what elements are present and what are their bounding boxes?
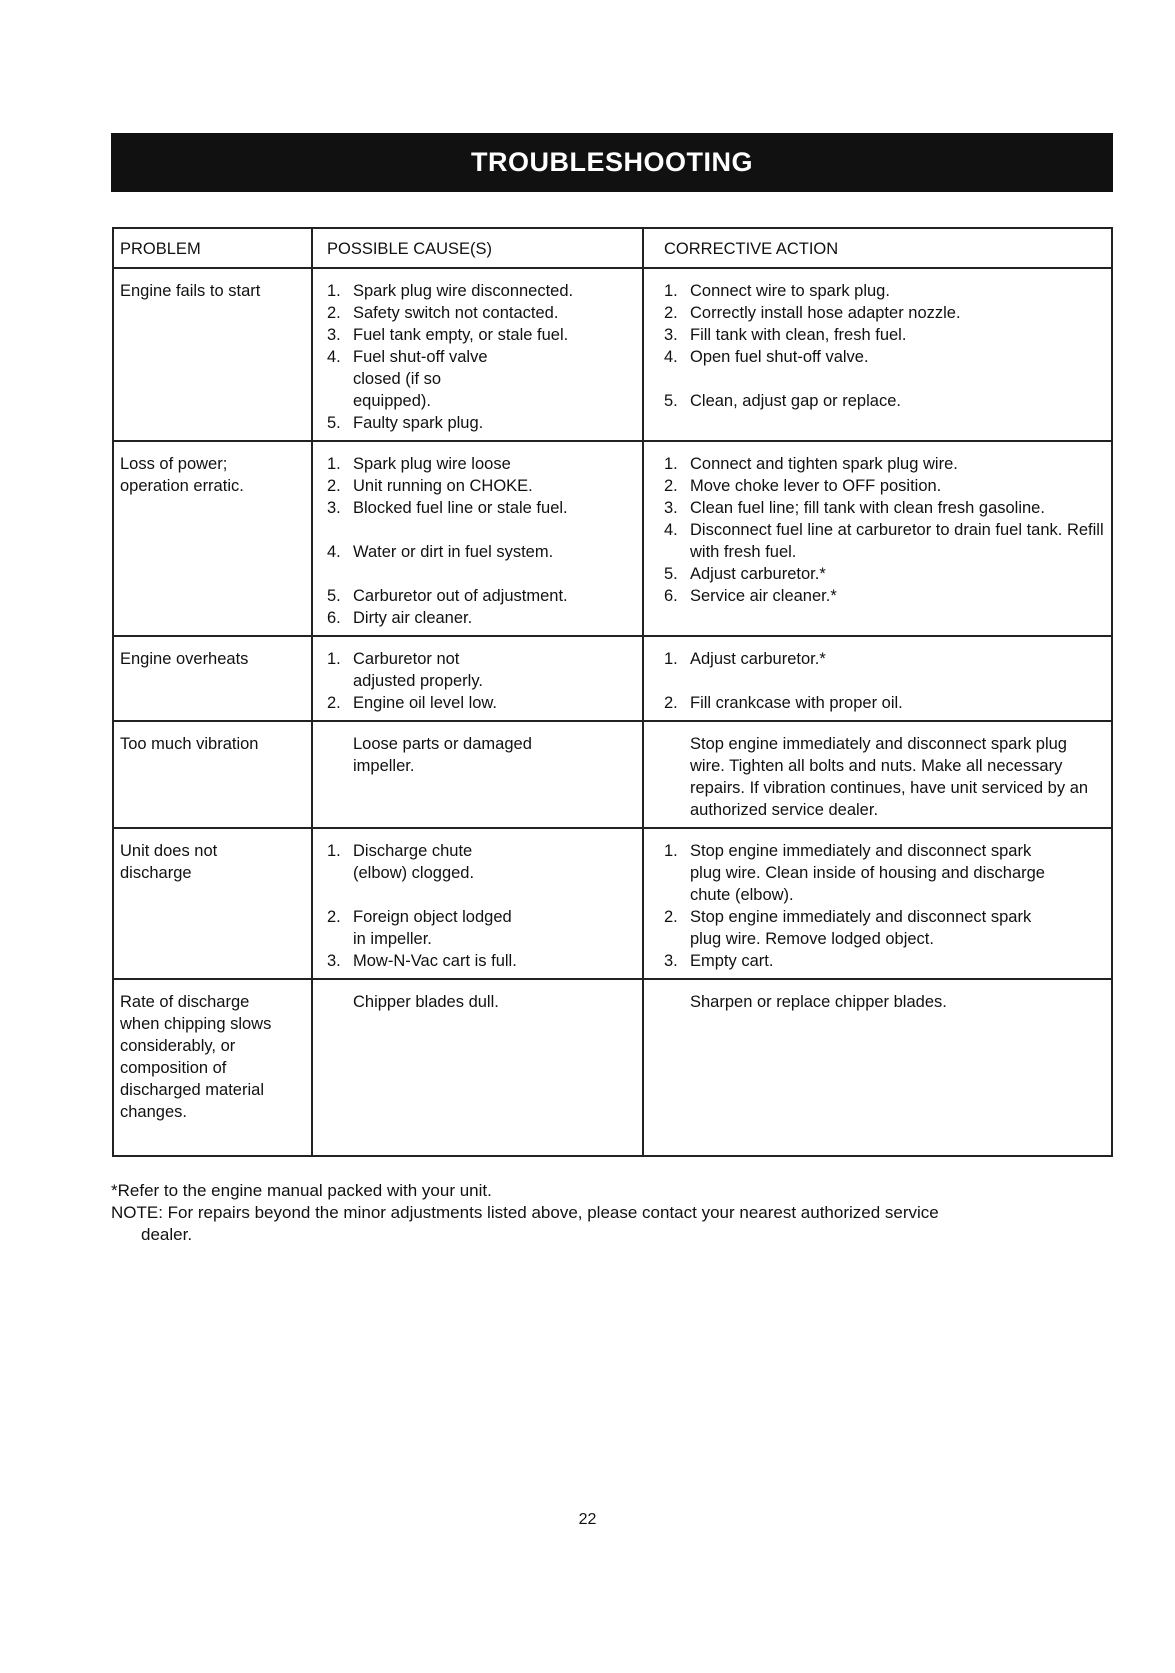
item-number: 2.: [664, 304, 678, 322]
asterisk-footnote: *Refer to the engine manual packed with your unit.: [111, 1181, 492, 1200]
page-title: TROUBLESHOOTING: [471, 147, 753, 177]
item-number: 3.: [327, 499, 341, 517]
list-item: [664, 346, 1105, 368]
item-text: Carburetor out of adjustment.: [353, 587, 568, 605]
causes-list: [327, 648, 636, 714]
item-text: Carburetor not adjusted properly.: [353, 650, 483, 690]
item-text: Spark plug wire loose: [353, 455, 511, 473]
item-text: Mow-N-Vac cart is full.: [353, 952, 517, 970]
list-item: [664, 950, 1105, 972]
list-item: [327, 585, 636, 607]
header-corrective-action: CORRECTIVE ACTION: [643, 228, 1112, 268]
item-text: Connect and tighten spark plug wire.: [690, 455, 958, 473]
list-item: [664, 453, 1105, 475]
action-text: Stop engine immediately and disconnect spark plug wire. Tighten all bolts and nuts. Make all necessary repairs. If vibration continues, have unit serviced by an authorized service dealer.: [690, 735, 1089, 819]
item-text: Empty cart.: [690, 952, 774, 970]
item-text: Blocked fuel line or stale fuel.: [353, 499, 568, 517]
causes-list: [327, 453, 636, 629]
actions-cell: [643, 979, 1112, 1156]
actions-list: [664, 280, 1105, 412]
item-text: Clean fuel line; fill tank with clean fresh gasoline.: [690, 499, 1045, 517]
list-item: [327, 541, 636, 563]
item-number: 3.: [327, 952, 341, 970]
item-number: 4.: [327, 543, 341, 561]
item-number: 1.: [664, 455, 678, 473]
item-number: 4.: [664, 348, 678, 366]
item-text: Service air cleaner.*: [690, 587, 837, 605]
item-number: 5.: [327, 414, 341, 432]
item-text: Discharge chute (elbow) clogged.: [353, 842, 475, 882]
list-item: [664, 840, 1105, 906]
item-text: Foreign object lodged in impeller.: [353, 908, 512, 948]
list-item: [664, 585, 1105, 607]
problem-cell: Too much vibration: [113, 721, 312, 828]
causes-cell: [312, 636, 643, 721]
item-number: 2.: [327, 908, 341, 926]
item-text: Spark plug wire disconnected.: [353, 282, 574, 300]
item-text: Disconnect fuel line at carburetor to drain fuel tank. Refill with fresh fuel.: [690, 521, 1104, 561]
item-number: 1.: [327, 650, 341, 668]
list-item: [664, 563, 1105, 585]
item-number: 5.: [664, 392, 678, 410]
item-number: 3.: [664, 499, 678, 517]
problem-cell: Loss of power; operation erratic.: [113, 441, 312, 636]
item-text: Connect wire to spark plug.: [690, 282, 890, 300]
item-number: 5.: [664, 565, 678, 583]
item-number: 1.: [664, 650, 678, 668]
page-number: 22: [578, 1511, 597, 1528]
list-item: [664, 324, 1105, 346]
item-text: Unit running on CHOKE.: [353, 477, 533, 495]
item-text: Move choke lever to OFF position.: [690, 477, 942, 495]
list-item: [664, 648, 1105, 670]
item-number: 3.: [664, 952, 678, 970]
actions-cell: [643, 636, 1112, 721]
list-item: [327, 280, 636, 302]
item-number: 1.: [664, 282, 678, 300]
list-item: [664, 906, 1105, 950]
item-text: Adjust carburetor.*: [690, 650, 826, 668]
causes-cell: [312, 828, 643, 979]
actions-list: [664, 840, 1105, 972]
item-number: 2.: [327, 304, 341, 322]
service-note-continued: dealer.: [141, 1225, 193, 1244]
table-row: [113, 441, 1112, 636]
list-item: [664, 692, 1105, 714]
item-text: Fill tank with clean, fresh fuel.: [690, 326, 907, 344]
list-item: [664, 519, 1105, 563]
item-text: Adjust carburetor.*: [690, 565, 826, 583]
item-number: 2.: [327, 477, 341, 495]
causes-cell: [312, 441, 643, 636]
list-item: [327, 346, 636, 412]
list-item: [327, 692, 636, 714]
item-number: 6.: [664, 587, 678, 605]
table-row: [113, 268, 1112, 441]
causes-list: [327, 280, 636, 434]
problem-cell: Rate of discharge when chipping slows considerably, or composition of discharged material changes.: [113, 979, 312, 1156]
item-number: 3.: [664, 326, 678, 344]
list-item: [327, 840, 636, 884]
list-item: [327, 475, 636, 497]
item-text: Correctly install hose adapter nozzle.: [690, 304, 961, 322]
list-item: [327, 648, 636, 692]
causes-cell: [312, 721, 643, 828]
list-item: [664, 475, 1105, 497]
item-number: 1.: [327, 282, 341, 300]
cause-text: Chipper blades dull.: [353, 993, 499, 1011]
item-number: 2.: [664, 908, 678, 926]
list-item: [664, 497, 1105, 519]
item-number: 3.: [327, 326, 341, 344]
item-number: 1.: [327, 455, 341, 473]
problem-cell: Unit does not discharge: [113, 828, 312, 979]
table-row: [113, 721, 1112, 828]
list-item: [327, 302, 636, 324]
item-number: 1.: [327, 842, 341, 860]
item-number: 2.: [664, 694, 678, 712]
item-text: Water or dirt in fuel system.: [353, 543, 554, 561]
list-item: [327, 412, 636, 434]
item-text: Faulty spark plug.: [353, 414, 484, 432]
list-item: [664, 302, 1105, 324]
list-item: [327, 906, 636, 950]
item-number: 2.: [327, 694, 341, 712]
causes-list: [327, 840, 636, 972]
actions-cell: [643, 721, 1112, 828]
list-item: [327, 607, 636, 629]
actions-list: [664, 648, 1105, 714]
list-item: [327, 453, 636, 475]
item-text: Dirty air cleaner.: [353, 609, 473, 627]
actions-cell: [643, 268, 1112, 441]
table-header-row: [113, 228, 1112, 268]
cause-text: Loose parts or damaged impeller.: [353, 735, 532, 775]
list-item: [664, 390, 1105, 412]
item-text: Safety switch not contacted.: [353, 304, 559, 322]
item-text: Fill crankcase with proper oil.: [690, 694, 903, 712]
item-text: Open fuel shut-off valve.: [690, 348, 869, 366]
list-item: [664, 280, 1105, 302]
item-text: Stop engine immediately and disconnect spark plug wire. Clean inside of housing and discharge chute (elbow).: [690, 842, 1045, 904]
table-row: [113, 979, 1112, 1156]
problem-cell: Engine overheats: [113, 636, 312, 721]
list-item: [327, 497, 636, 519]
actions-cell: [643, 441, 1112, 636]
table-row: [113, 636, 1112, 721]
list-item: [327, 950, 636, 972]
actions-list: [664, 453, 1105, 607]
causes-cell: [312, 979, 643, 1156]
action-text: Sharpen or replace chipper blades.: [690, 993, 947, 1011]
item-number: 2.: [664, 477, 678, 495]
item-text: Engine oil level low.: [353, 694, 498, 712]
item-text: Stop engine immediately and disconnect spark plug wire. Remove lodged object.: [690, 908, 1032, 948]
item-text: Fuel shut-off valve closed (if so equipped).: [353, 348, 488, 410]
header-problem: PROBLEM: [113, 228, 312, 268]
actions-cell: [643, 828, 1112, 979]
header-possible-causes: POSSIBLE CAUSE(S): [312, 228, 643, 268]
problem-cell: Engine fails to start: [113, 268, 312, 441]
causes-cell: [312, 268, 643, 441]
item-number: 4.: [327, 348, 341, 366]
footnotes: [111, 1180, 1121, 1246]
item-number: 6.: [327, 609, 341, 627]
troubleshooting-table: [112, 227, 1113, 1157]
list-item: [327, 324, 636, 346]
item-number: 1.: [664, 842, 678, 860]
item-text: Clean, adjust gap or replace.: [690, 392, 901, 410]
service-note: NOTE: For repairs beyond the minor adjustments listed above, please contact your nearest authorized service: [111, 1203, 939, 1222]
table-row: [113, 828, 1112, 979]
item-number: 5.: [327, 587, 341, 605]
item-number: 4.: [664, 521, 678, 539]
item-text: Fuel tank empty, or stale fuel.: [353, 326, 569, 344]
page-title-banner: [111, 133, 1113, 192]
